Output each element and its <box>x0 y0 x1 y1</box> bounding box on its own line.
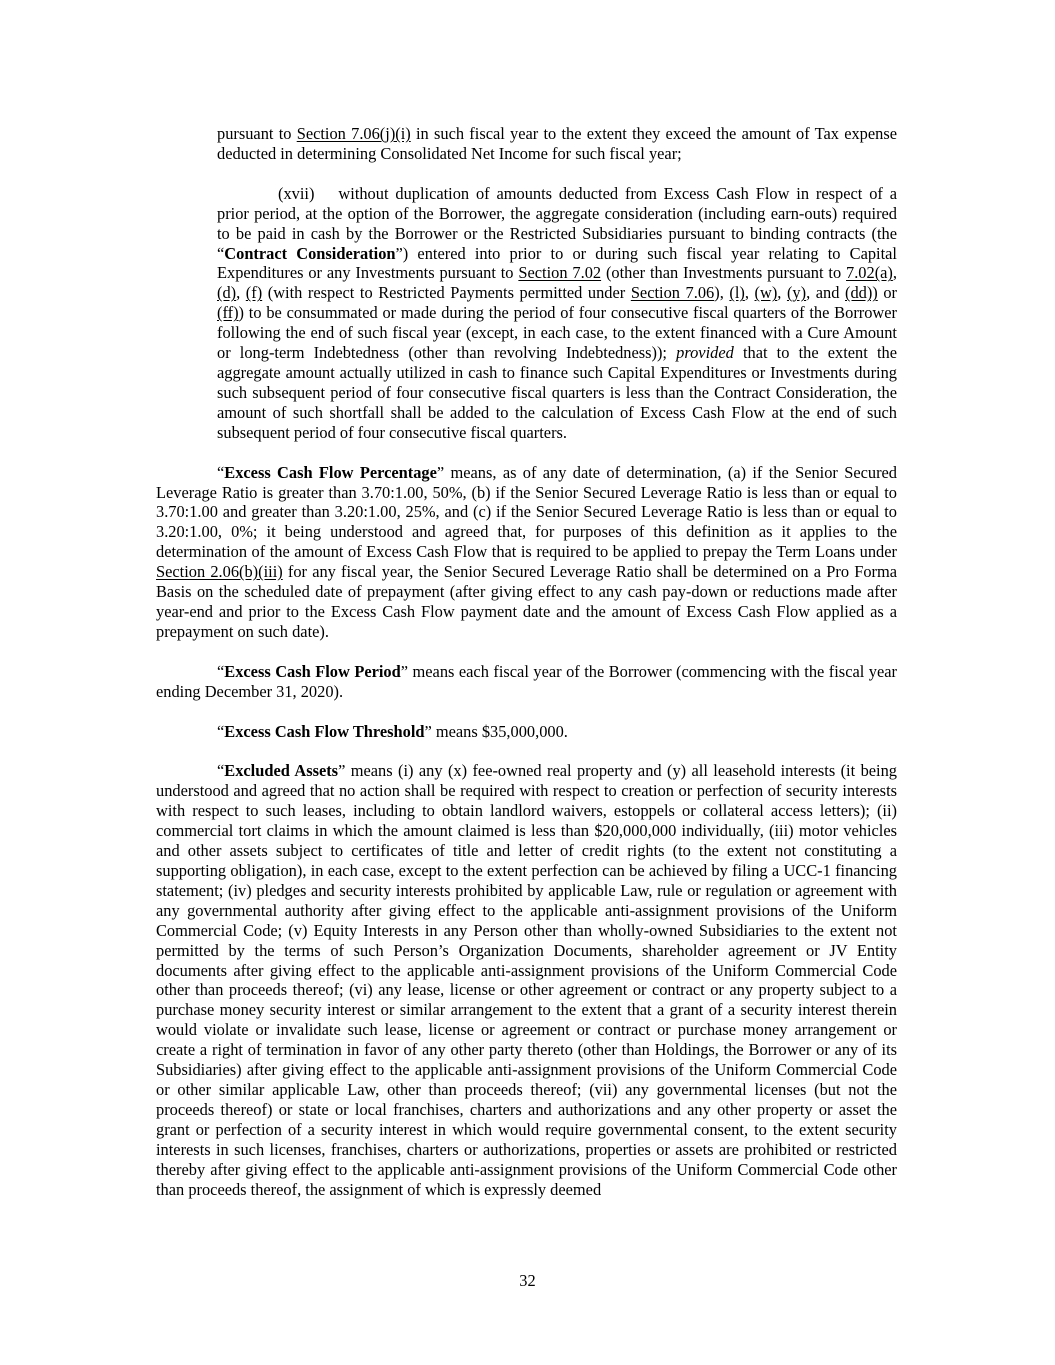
cross-reference-link[interactable]: Section 7.06 <box>630 283 715 303</box>
text: “ <box>217 661 225 681</box>
cross-reference-link[interactable]: (ff) <box>217 303 239 323</box>
cross-reference-link[interactable]: (f) <box>245 283 263 303</box>
defined-term: Contract Consideration <box>224 243 396 263</box>
text: “ <box>217 462 225 482</box>
defined-term: Excess Cash Flow Threshold <box>224 721 425 741</box>
cross-reference-link[interactable]: (dd)) <box>845 283 878 303</box>
definition-excluded-assets <box>156 761 897 1199</box>
definition-excess-cash-flow-threshold <box>156 722 897 742</box>
text: , <box>777 283 787 303</box>
text: “ <box>217 721 225 741</box>
text: in such fiscal year to the extent they exceed the amount of Tax expense deducted in determining Consolidated Net Income for such fiscal year; <box>217 124 897 163</box>
text: ) to be consummated or made during the period of four consecutive fiscal quarters of the Borrower following the end of such fiscal year (except, in each case, to the extent financed with a Cure Amount or long-term Indebtedness (other than revolving Indebtedness)); <box>217 303 897 363</box>
defined-term: Excess Cash Flow Percentage <box>224 462 437 482</box>
text: , <box>744 283 755 303</box>
text: ” means, as of any date of determination, (a) if the Senior Secured Leverage Ratio is greater than 3.70:1.00, 50%, (b) if the Senior Secured Leverage Ratio is less than or equal to 3.70:1.00 and greater than 3.20:1.00, 25%, and (c) if the Senior Secured Leverage Ratio is less than or equal to 3.20:1.00, 0%; it being understood and agreed that, for purposes of this definition as it applies to the determination of the amount of Excess Cash Flow that is required to be applied to prepay the Term Loans under <box>156 462 897 562</box>
cross-reference-link[interactable]: (l) <box>729 283 745 303</box>
text: (with respect to Restricted Payments permitted under <box>262 283 631 303</box>
text: , <box>236 283 246 303</box>
italic-term: provided <box>676 343 734 363</box>
text: ), <box>714 283 730 303</box>
cross-reference-link[interactable]: Section 2.06(b)(iii) <box>156 562 283 582</box>
text: or <box>877 283 897 303</box>
cross-reference-link[interactable]: 7.02(a) <box>846 263 893 283</box>
text: without duplication of amounts deducted from Excess Cash Flow in respect of a prior period, at the option of the Borrower, the aggregate consideration (including earn-outs) required to be paid in cash by the Borrower or the Restricted Subsidiaries pursuant to binding contracts (the “ <box>217 183 897 263</box>
cross-reference-link[interactable]: (w) <box>754 283 778 303</box>
cross-reference-link[interactable]: (y) <box>786 283 807 303</box>
text: pursuant to <box>217 124 297 143</box>
text: (other than Investments pursuant to <box>601 263 847 283</box>
cross-reference-link[interactable]: Section 7.02 <box>518 263 602 283</box>
clause-xvii <box>217 184 897 443</box>
cross-reference-link[interactable]: Section 7.06(j)(i) <box>296 124 411 143</box>
page-number: 32 <box>519 1271 536 1290</box>
paragraph-clause-xvii <box>217 184 897 443</box>
paragraph-continuation <box>217 124 897 164</box>
definition-excess-cash-flow-percentage <box>156 463 897 642</box>
defined-term: Excluded Assets <box>224 761 339 781</box>
text: ” means each fiscal year of the Borrower (commencing with the fiscal year ending December 31, 2020). <box>156 661 897 701</box>
text: ” means (i) any (x) fee-owned real property and (y) all leasehold interests (it being understood and agreed that no action shall be required with respect to creation or perfection of security interests with respect to such leases, including to obtain landlord waivers, estoppels or collateral access letters); (ii) commercial tort claims in which the amount claimed is less than $20,000,000 individually, (iii) motor vehicles and other assets subject to certificates of title and letter of credit rights (to the extent not constituting a supporting obligation), in each case, except to the extent perfection can be achieved by filing a UCC-1 financing statement; (iv) pledges and security interests prohibited by applicable Law, rule or regulation or agreement with any governmental authority after giving effect to the applicable anti-assignment provisions of the Uniform Commercial Code; (v) Equity Interests in any Person other than wholly-owned Subsidiaries to the extent not permitted by the terms of such Person’s Organization Documents, shareholder agreement or JV Entity documents after giving effect to the applicable anti-assignment provisions of the Uniform Commercial Code other than proceeds thereof; (vi) any lease, license or other agreement or contract or any property subject to a purchase money security interest or similar arrangement to the extent that a grant of a security interest therein would violate or invalidate such lease, license or agreement or contract or purchase money arrangement or create a right of termination in favor of any other party thereto (other than Holdings, the Borrower or any of its Subsidiaries) after giving effect to the applicable anti-assignment provisions of the Uniform Commercial Code or other similar applicable Law, other than proceeds thereof; (vii) any governmental licenses (but not the proceeds thereof) or state or local franchises, charters and authorizations and any other property or asset the grant or perfection of a security interest in which would require governmental consent, to the extent security interests in such licenses, franchises, charters or authorizations, properties or assets are prohibited or restricted thereby after giving effect to the applicable anti-assignment provisions of the Uniform Commercial Code other than proceeds thereof, the assignment of which is expressly deemed <box>156 761 897 1199</box>
text: , <box>892 263 897 283</box>
text: , and <box>806 283 845 303</box>
definition-excess-cash-flow-period <box>156 662 897 702</box>
text: ” means $35,000,000. <box>424 721 568 741</box>
text: ”) entered into prior to or during such fiscal year relating to Capital Expenditures or any Investments pursuant to <box>217 243 897 283</box>
text: “ <box>217 761 225 781</box>
clause-continuation <box>217 124 897 164</box>
cross-reference-link[interactable]: (d) <box>217 283 237 303</box>
text: for any fiscal year, the Senior Secured Leverage Ratio shall be determined on a Pro Forma Basis on the scheduled date of prepayment (after giving effect to any cash pay-down or reductions made after year-end and prior to the Excess Cash Flow payment date and the amount of Excess Cash Flow applied as a prepayment on such date). <box>156 562 897 641</box>
clause-number: (xvii) <box>278 183 315 203</box>
defined-term: Excess Cash Flow Period <box>224 661 401 681</box>
document-page <box>156 124 897 1199</box>
text: that to the extent the aggregate amount actually utilized in cash to finance such Capital Expenditures or Investments during such subsequent period of four consecutive fiscal quarters is less than the Contract Consideration, the amount of such shortfall shall be added to the calculation of Excess Cash Flow at the end of such subsequent period of four consecutive fiscal quarters. <box>217 343 897 442</box>
